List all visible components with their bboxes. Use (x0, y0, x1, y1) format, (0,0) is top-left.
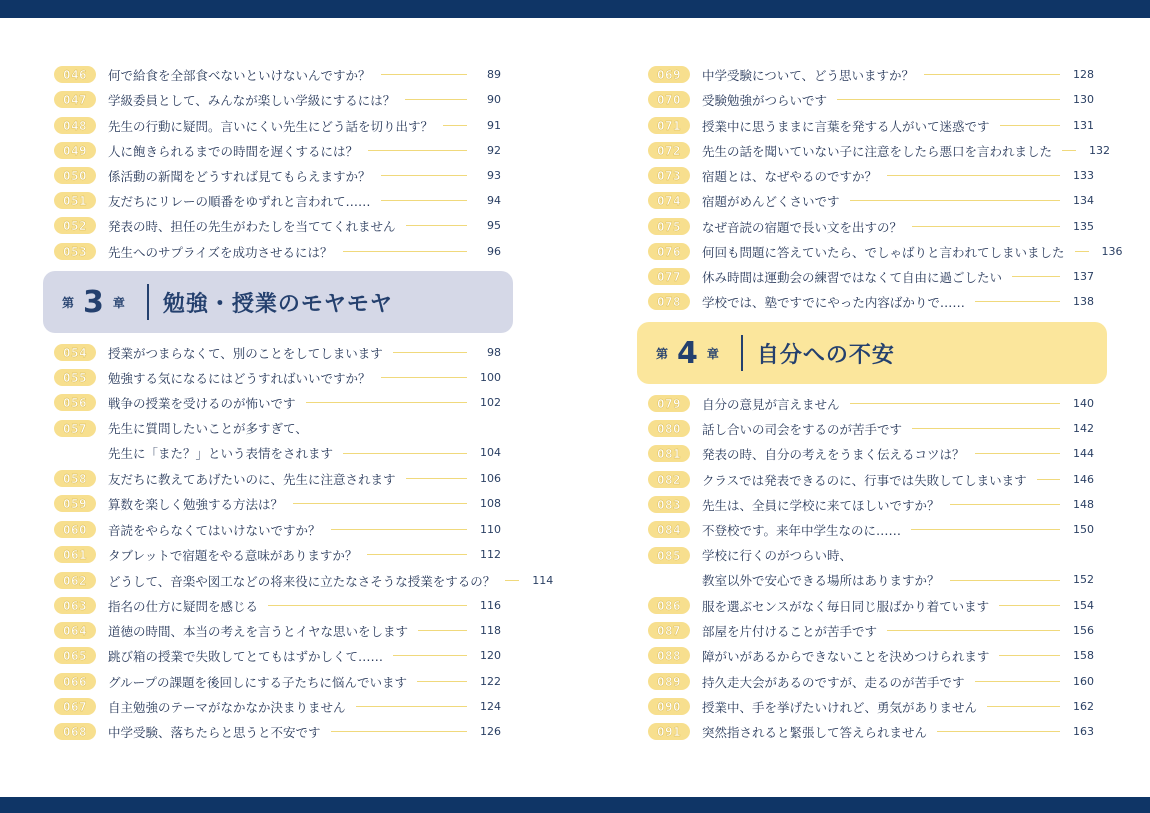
entry-title: 友だちに教えてあげたいのに、先生に注意されます (108, 471, 396, 487)
toc-entry[interactable] (648, 62, 1094, 87)
entry-number-badge: 086 (648, 597, 690, 614)
leader-line (393, 352, 467, 353)
page-number: 110 (480, 523, 501, 536)
toc-entry[interactable] (54, 239, 501, 264)
page-number: 92 (487, 144, 501, 157)
leader-line (293, 503, 467, 504)
page-number: 137 (1073, 270, 1094, 283)
toc-entry[interactable] (54, 618, 501, 643)
leader-line (381, 200, 467, 201)
entry-title: タブレットで宿題をやる意味がありますか？ (108, 547, 358, 563)
chapter-number: 3 (83, 284, 104, 320)
leader-line (381, 377, 467, 378)
leader-line (381, 74, 467, 75)
entry-title: 部屋を片付けることが苦手です (702, 623, 878, 639)
entry-title: 障がいがあるからできないことを決めつけられます (702, 648, 990, 664)
page-number: 138 (1073, 295, 1094, 308)
leader-line (381, 175, 467, 176)
page-number: 162 (1073, 700, 1094, 713)
page-number: 122 (480, 675, 501, 688)
page-number: 108 (480, 497, 501, 510)
entry-number-badge: 089 (648, 673, 690, 690)
entry-number-badge: 083 (648, 496, 690, 513)
leader-line (999, 655, 1060, 656)
page-number: 132 (1089, 144, 1111, 157)
leader-line (837, 99, 1060, 100)
entry-title: 道徳の時間、本当の考えを言うとイヤな思いをします (108, 623, 409, 639)
entry-number-badge: 060 (54, 521, 96, 538)
page-number: 94 (487, 194, 501, 207)
toc-entry[interactable] (54, 593, 501, 618)
page-number: 128 (1073, 68, 1094, 81)
toc-entry[interactable] (54, 390, 501, 415)
toc-entry[interactable] (54, 62, 501, 87)
page-number: 144 (1073, 447, 1094, 460)
toc-entry[interactable] (54, 138, 501, 163)
page-number: 102 (480, 396, 501, 409)
chapter-divider (741, 335, 743, 371)
chapter-divider (147, 284, 149, 320)
entry-number-badge: 056 (54, 394, 96, 411)
leader-line (343, 453, 467, 454)
toc-entry[interactable] (648, 163, 1094, 188)
entry-title: 戦争の授業を受けるのが怖いです (108, 395, 296, 411)
page-number: 118 (480, 624, 501, 637)
entry-number-badge: 053 (54, 243, 96, 260)
top-band (0, 0, 1150, 18)
toc-entry[interactable] (54, 568, 554, 593)
entry-title: 発表の時、担任の先生がわたしを当ててくれません (108, 218, 396, 234)
toc-entry[interactable] (648, 264, 1094, 289)
toc-entry[interactable] (648, 239, 1123, 264)
page-number: 152 (1073, 573, 1094, 586)
leader-line (417, 681, 467, 682)
page-number: 133 (1073, 169, 1094, 182)
chapter-suffix: 章 (706, 346, 719, 361)
toc-entry[interactable] (54, 643, 501, 668)
entry-title-line: 学校に行くのがつらい時、 (702, 548, 853, 563)
entry-title: 休み時間は運動会の練習ではなくて自由に過ごしたい (702, 269, 1003, 285)
entry-title: 跳び箱の授業で失敗してとてもはずかしくて…… (108, 648, 384, 664)
leader-line (937, 731, 1060, 732)
leader-line (1000, 125, 1060, 126)
entry-number-badge: 081 (648, 445, 690, 462)
entry-title: 指名の仕方に疑問を感じる (108, 598, 259, 614)
page-number: 114 (532, 574, 554, 587)
toc-entry[interactable] (54, 416, 501, 466)
toc-entry[interactable] (648, 517, 1094, 542)
entry-number-badge: 072 (648, 142, 690, 159)
entry-number-badge: 062 (54, 572, 96, 589)
entry-number-badge: 046 (54, 66, 96, 83)
entry-number-badge: 091 (648, 723, 690, 740)
toc-entry[interactable] (648, 719, 1094, 744)
leader-line (887, 630, 1060, 631)
entry-title (108, 416, 333, 466)
leader-line (850, 200, 1060, 201)
leader-line (393, 655, 467, 656)
toc-entry[interactable] (54, 466, 501, 491)
entry-number-badge: 071 (648, 117, 690, 134)
entry-number-badge: 061 (54, 546, 96, 563)
entry-title: 宿題とは、なぜやるのですか？ (702, 168, 878, 184)
page-number: 158 (1073, 649, 1094, 662)
toc-entry[interactable] (54, 188, 501, 213)
toc-entry[interactable] (648, 543, 1094, 593)
toc-entry[interactable] (648, 492, 1094, 517)
page-number: 98 (487, 346, 501, 359)
entry-number-badge: 068 (54, 723, 96, 740)
entry-title: 友だちにリレーの順番をゆずれと言われて…… (108, 193, 371, 209)
page-number: 106 (480, 472, 501, 485)
entry-title: 自分の意見が言えません (702, 396, 840, 412)
toc-entry[interactable] (648, 669, 1094, 694)
page-number: 120 (480, 649, 501, 662)
toc-entry[interactable] (54, 87, 501, 112)
leader-line (356, 706, 467, 707)
entry-title: 授業中、手を挙げたいけれど、勇気がありません (702, 699, 978, 715)
leader-line (1012, 276, 1060, 277)
toc-entry[interactable] (648, 618, 1094, 643)
entry-title: なぜ音読の宿題で長い文を出すの？ (702, 219, 903, 235)
toc-entry[interactable] (54, 517, 501, 542)
entry-title: 授業中に思うままに言葉を発する人がいて迷惑です (702, 118, 990, 134)
leader-line (406, 478, 467, 479)
toc-entry[interactable] (54, 340, 501, 365)
entry-number-badge: 054 (54, 344, 96, 361)
entry-number-badge: 070 (648, 91, 690, 108)
page-number: 91 (487, 119, 501, 132)
entry-title: 勉強する気になるにはどうすればいいですか？ (108, 370, 371, 386)
leader-line (912, 428, 1060, 429)
entry-title-line: 教室以外で安心できる場所はありますか？ (702, 573, 940, 588)
page-number: 154 (1073, 599, 1094, 612)
entry-title: 授業がつまらなくて、別のことをしてしまいます (108, 345, 383, 361)
leader-line (1037, 479, 1060, 480)
page-number: 130 (1073, 93, 1094, 106)
entry-number-badge: 084 (648, 521, 690, 538)
entry-title: 突然指されると緊張して答えられません (702, 724, 928, 740)
entry-number-badge: 077 (648, 268, 690, 285)
leader-line (950, 580, 1060, 581)
leader-line (850, 403, 1060, 404)
entry-number-badge: 050 (54, 167, 96, 184)
entry-title: 算数を楽しく勉強する方法は？ (108, 496, 284, 512)
entry-number-badge: 052 (54, 217, 96, 234)
chapter-prefix: 第 (62, 295, 75, 310)
toc-entry[interactable] (648, 643, 1094, 668)
leader-line (505, 580, 519, 581)
leader-line (418, 630, 467, 631)
entry-number-badge: 065 (54, 647, 96, 664)
entry-title: 自主勉強のテーマがなかなか決まりません (108, 699, 346, 715)
entry-number-badge: 087 (648, 622, 690, 639)
toc-entry[interactable] (54, 719, 501, 744)
page-number: 148 (1073, 498, 1094, 511)
toc-entry[interactable] (648, 138, 1111, 163)
entry-number-badge: 051 (54, 192, 96, 209)
toc-entry[interactable] (648, 113, 1094, 138)
entry-title: どうして、音楽や図工などの将来役に立たなさそうな授業をするの？ (108, 573, 496, 589)
leader-line (887, 175, 1060, 176)
chapter-title: 勉強・授業のモヤモヤ (162, 291, 393, 317)
entry-title: 先生は、全員に学校に来てほしいですか？ (702, 497, 940, 513)
entry-title: 係活動の新聞をどうすれば見てもらえますか？ (108, 168, 371, 184)
page-number: 126 (480, 725, 501, 738)
leader-line (367, 554, 467, 555)
toc-entry[interactable] (648, 391, 1094, 416)
leader-line (912, 226, 1060, 227)
bottom-band (0, 797, 1150, 813)
chapter-3-header (43, 271, 513, 333)
page-number: 156 (1073, 624, 1094, 637)
toc-entry[interactable] (54, 491, 501, 516)
toc-entry[interactable] (648, 694, 1094, 719)
leader-line (1075, 251, 1089, 252)
entry-title: 先生の話を聞いていない子に注意をしたら悪口を言われました (702, 143, 1053, 159)
entry-number-badge: 048 (54, 117, 96, 134)
page-number: 150 (1073, 523, 1094, 536)
leader-line (987, 706, 1060, 707)
entry-number-badge: 058 (54, 470, 96, 487)
entry-number-badge: 073 (648, 167, 690, 184)
leader-line (406, 225, 467, 226)
entry-title: 何回も問題に答えていたら、でしゃばりと言われてしまいました (702, 244, 1065, 260)
entry-number-badge: 049 (54, 142, 96, 159)
toc-entry[interactable] (648, 214, 1094, 239)
page-number: 160 (1073, 675, 1094, 688)
entry-title: 先生へのサプライズを成功させるには？ (108, 244, 333, 260)
toc-entry[interactable] (648, 87, 1094, 112)
entry-title: 不登校です。来年中学生なのに…… (702, 522, 902, 538)
page-number: 100 (480, 371, 501, 384)
page-number: 146 (1073, 473, 1094, 486)
page-number: 135 (1073, 220, 1094, 233)
leader-line (950, 504, 1060, 505)
entry-title: 中学受験について、どう思いますか？ (702, 67, 915, 83)
leader-line (331, 529, 467, 530)
entry-title: 学級委員として、みんなが楽しい学級にするには？ (108, 92, 396, 108)
entry-title (702, 543, 940, 593)
page-number: 95 (487, 219, 501, 232)
entry-title: 人に飽きられるまでの時間を遅くするには？ (108, 143, 359, 159)
leader-line (368, 150, 467, 151)
entry-number-badge: 085 (648, 547, 690, 564)
leader-line (911, 529, 1060, 530)
leader-line (975, 681, 1060, 682)
page-number: 163 (1073, 725, 1094, 738)
page-number: 124 (480, 700, 501, 713)
page-number: 140 (1073, 397, 1094, 410)
toc-entry[interactable] (54, 365, 501, 390)
entry-number-badge: 074 (648, 192, 690, 209)
entry-number-badge: 075 (648, 218, 690, 235)
entry-number-badge: 078 (648, 293, 690, 310)
entry-number-badge: 059 (54, 495, 96, 512)
entry-number-badge: 057 (54, 420, 96, 437)
entry-number-badge: 066 (54, 673, 96, 690)
entry-title: 中学受験、落ちたらと思うと不安です (108, 724, 321, 740)
toc-entry[interactable] (648, 441, 1094, 466)
leader-line (331, 731, 467, 732)
chapter-number: 4 (677, 335, 698, 371)
page-number: 134 (1073, 194, 1094, 207)
entry-number-badge: 063 (54, 597, 96, 614)
page-number: 96 (487, 245, 501, 258)
leader-line (999, 605, 1060, 606)
toc-entry[interactable] (54, 213, 501, 238)
entry-title: 持久走大会があるのですが、走るのが苦手です (702, 674, 965, 690)
leader-line (975, 301, 1060, 302)
toc-entry[interactable] (648, 467, 1094, 492)
leader-line (268, 605, 467, 606)
chapter-4-header (637, 322, 1107, 384)
entry-number-badge: 082 (648, 471, 690, 488)
page-number: 104 (480, 446, 501, 459)
entry-title: クラスでは発表できるのに、行事では失敗してしまいます (702, 472, 1027, 488)
entry-number-badge: 090 (648, 698, 690, 715)
entry-number-badge: 080 (648, 420, 690, 437)
page-number: 89 (487, 68, 501, 81)
chapter-title: 自分への不安 (756, 342, 895, 368)
entry-title-line: 先生に質問したいことが多すぎて、 (108, 421, 308, 436)
toc-entry[interactable] (54, 542, 501, 567)
toc-entry[interactable] (54, 163, 501, 188)
entry-title: 宿題がめんどくさいです (702, 193, 840, 209)
leader-line (924, 74, 1060, 75)
entry-title: 服を選ぶセンスがなく毎日同じ服ばかり着ています (702, 598, 990, 614)
leader-line (343, 251, 467, 252)
page-number: 116 (480, 599, 501, 612)
entry-number-badge: 076 (648, 243, 690, 260)
entry-number-badge: 067 (54, 698, 96, 715)
entry-title: 何で給食を全部食べないといけないんですか？ (108, 67, 371, 83)
entry-title: 先生の行動に疑問。言いにくい先生にどう話を切り出す？ (108, 118, 434, 134)
chapter-prefix: 第 (656, 346, 669, 361)
leader-line (443, 125, 467, 126)
entry-number-badge: 088 (648, 647, 690, 664)
entry-title: 受験勉強がつらいです (702, 92, 828, 108)
toc-entry[interactable] (648, 289, 1094, 314)
entry-title: 音読をやらなくてはいけないですか？ (108, 522, 321, 538)
page-number: 112 (480, 548, 501, 561)
leader-line (975, 453, 1060, 454)
toc-entry[interactable] (648, 416, 1094, 441)
entry-title: 学校では、塾ですでにやった内容ばかりで…… (702, 294, 965, 310)
entry-number-badge: 069 (648, 66, 690, 83)
toc-entry[interactable] (648, 593, 1094, 618)
toc-entry[interactable] (54, 669, 501, 694)
leader-line (405, 99, 467, 100)
entry-number-badge: 047 (54, 91, 96, 108)
toc-entry[interactable] (54, 694, 501, 719)
entry-title: グループの課題を後回しにする子たちに悩んでいます (108, 674, 408, 690)
chapter-suffix: 章 (112, 295, 125, 310)
entry-title-line: 先生に「また？」という表情をされます (108, 446, 334, 461)
page-number: 93 (487, 169, 501, 182)
entry-title: 話し合いの司会をするのが苦手です (702, 421, 903, 437)
page-number: 142 (1073, 422, 1094, 435)
entry-number-badge: 064 (54, 622, 96, 639)
leader-line (1062, 150, 1076, 151)
leader-line (306, 402, 467, 403)
toc-entry[interactable] (54, 113, 501, 138)
entry-number-badge: 055 (54, 369, 96, 386)
toc-entry[interactable] (648, 188, 1094, 213)
entry-number-badge: 079 (648, 395, 690, 412)
page-number: 136 (1101, 245, 1123, 258)
entry-title: 発表の時、自分の考えをうまく伝えるコツは？ (702, 446, 965, 462)
page-number: 90 (487, 93, 501, 106)
page-number: 131 (1073, 119, 1094, 132)
